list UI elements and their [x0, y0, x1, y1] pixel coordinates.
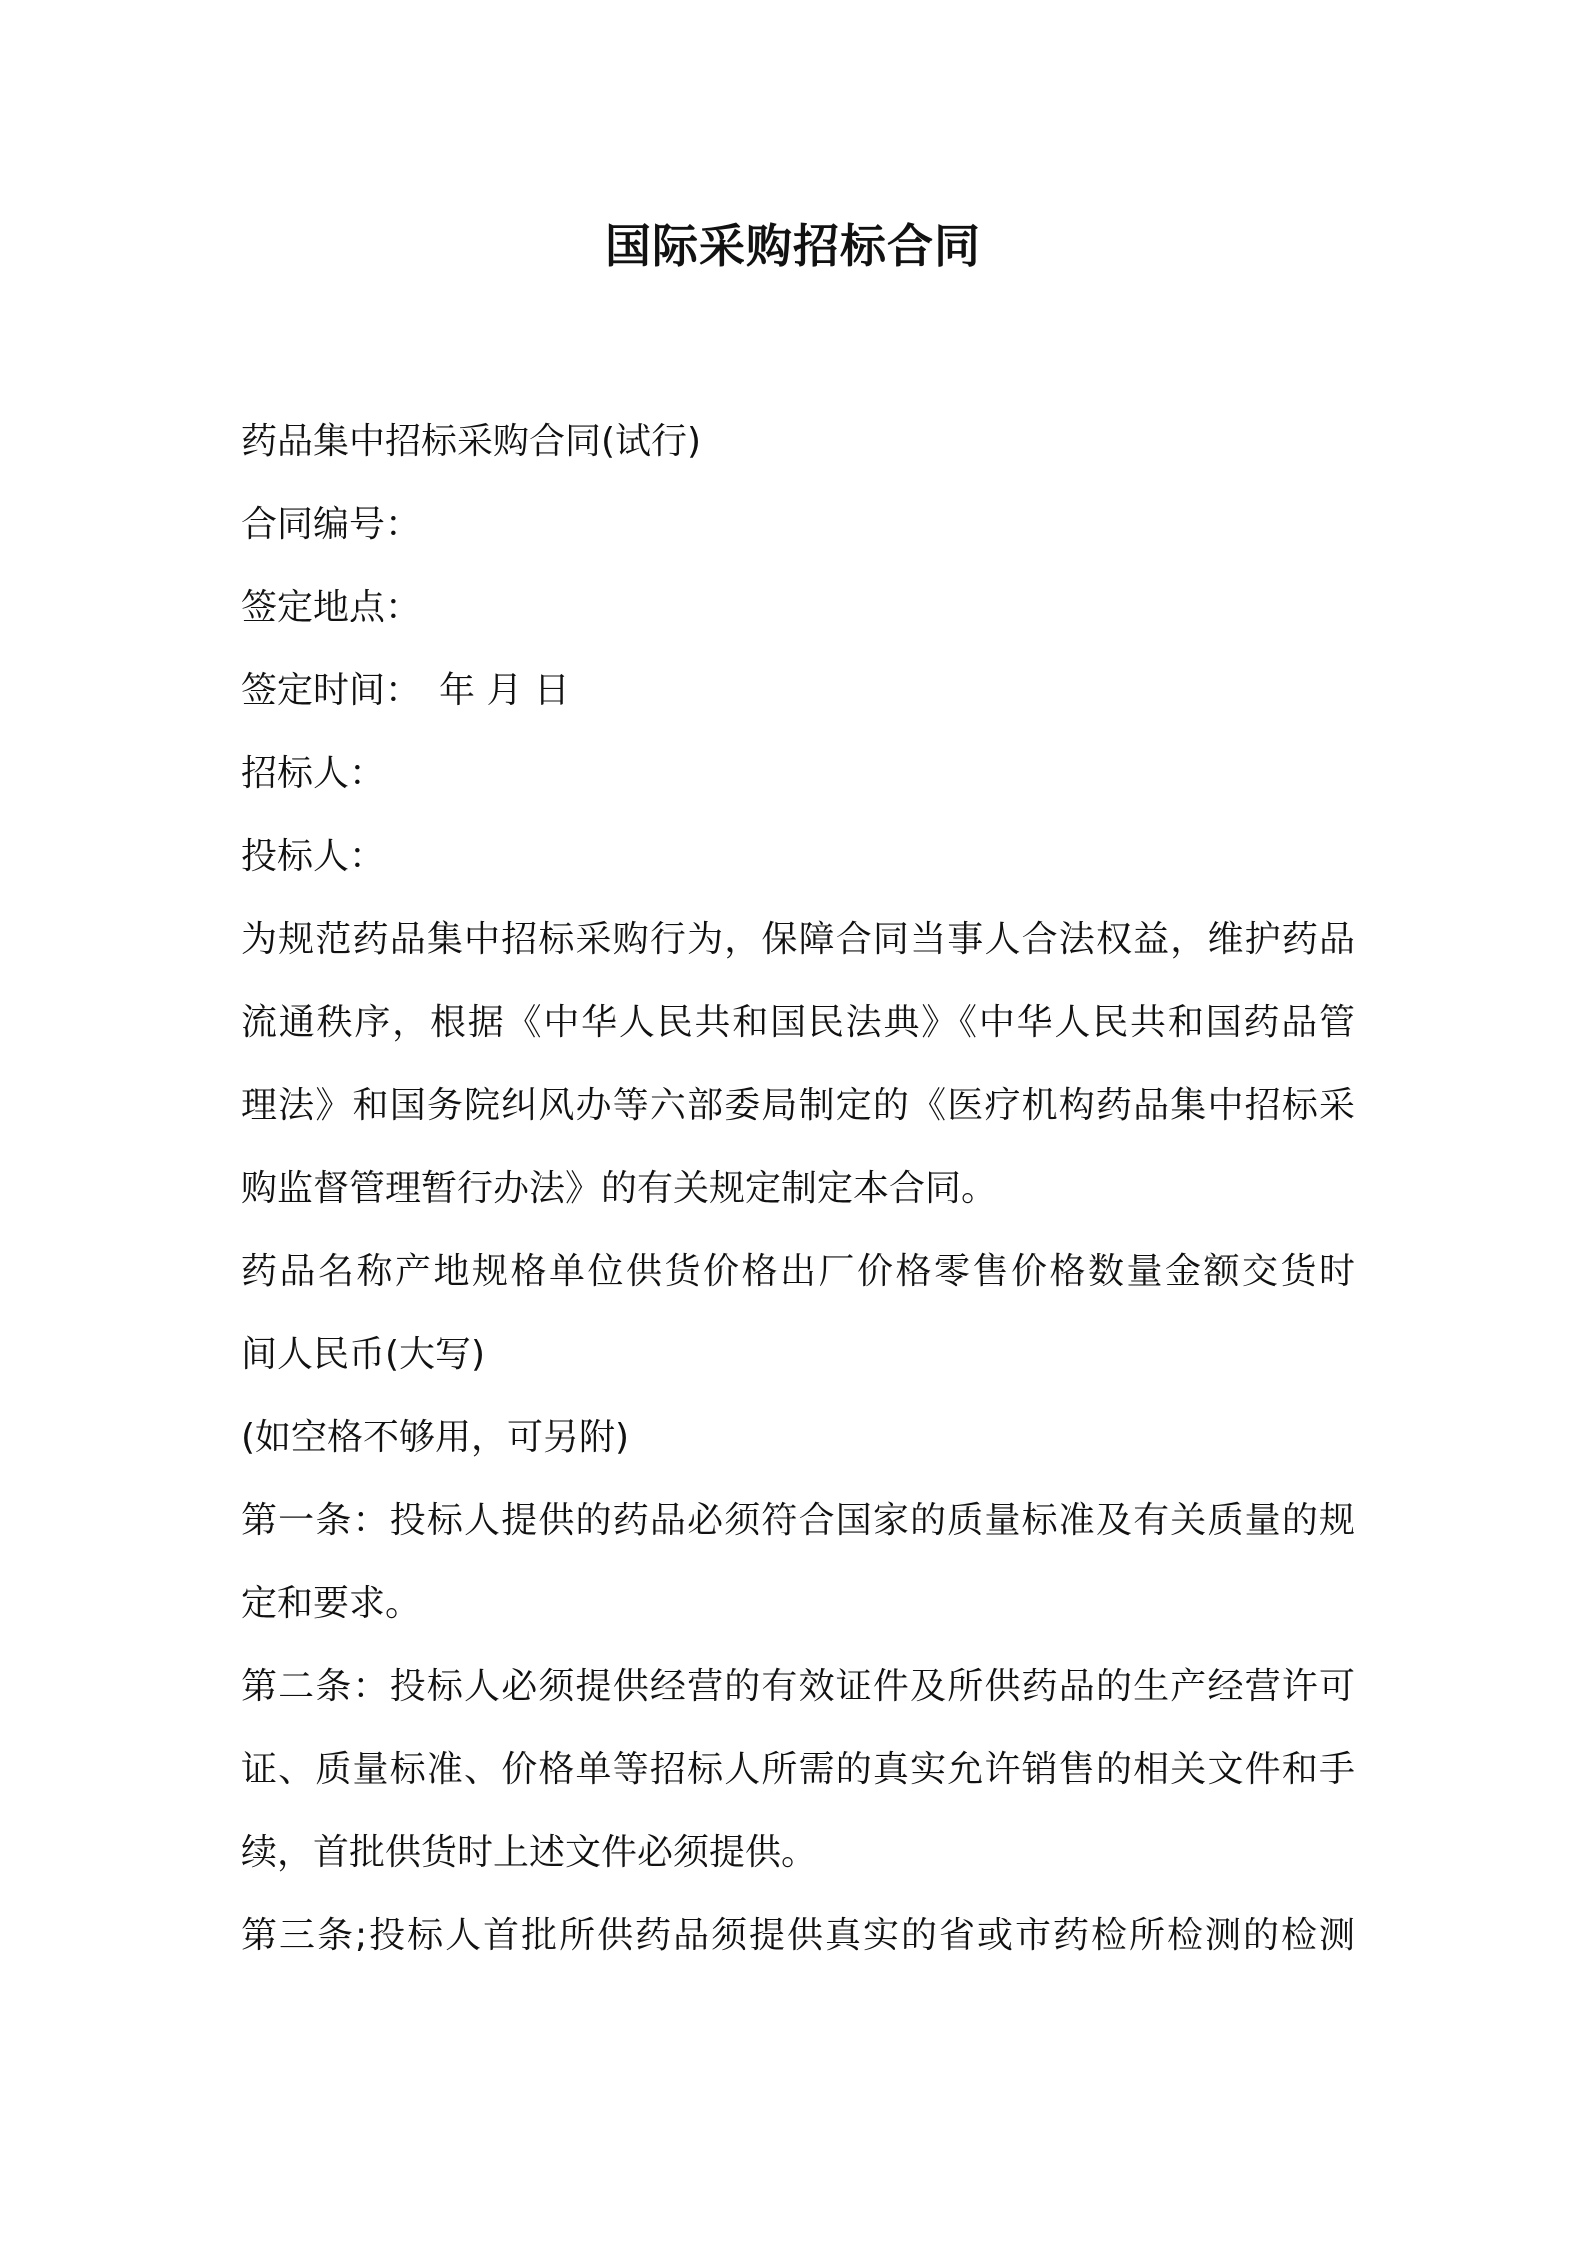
- preamble-line: 为规范药品集中招标采购行为，保障合同当事人合法权益，维护药品: [241, 919, 1355, 960]
- article-2-line: 续，首批供货时上述文件必须提供。: [241, 1832, 818, 1873]
- signing-date-field: 签定时间： 年 月 日: [241, 670, 570, 711]
- drug-table-header-line: 药品名称产地规格单位供货价格出厂价格零售价格数量金额交货时: [241, 1251, 1355, 1292]
- preamble-line: 理法》和国务院纠风办等六部委局制定的《医疗机构药品集中招标采: [241, 1085, 1355, 1126]
- tenderer-field: 招标人：: [241, 753, 386, 794]
- article-2-line: 证、质量标准、价格单等招标人所需的真实允许销售的相关文件和手: [241, 1749, 1355, 1790]
- preamble-line: 流通秩序，根据《中华人民共和国民法典》《中华人民共和国药品管: [241, 1002, 1355, 1043]
- preamble-line: 购监督管理暂行办法》的有关规定制定本合同。: [241, 1168, 998, 1209]
- article-2-line: 第二条：投标人必须提供经营的有效证件及所供药品的生产经营许可: [241, 1666, 1355, 1707]
- drug-table-header-line: 间人民币(大写): [241, 1334, 486, 1375]
- signing-place-field: 签定地点：: [241, 587, 422, 628]
- contract-number-field: 合同编号：: [241, 504, 422, 545]
- article-3-line: 第三条;投标人首批所供药品须提供真实的省或市药检所检测的检测: [241, 1915, 1355, 1956]
- bidder-field: 投标人：: [241, 836, 386, 877]
- note-line: (如空格不够用，可另附): [241, 1417, 630, 1458]
- contract-subtitle: 药品集中招标采购合同(试行): [241, 421, 702, 462]
- document-body: [241, 400, 1355, 1977]
- article-1-line: 第一条：投标人提供的药品必须符合国家的质量标准及有关质量的规: [241, 1500, 1355, 1541]
- article-1-line: 定和要求。: [241, 1583, 422, 1624]
- document-title: 国际采购招标合同: [605, 219, 981, 273]
